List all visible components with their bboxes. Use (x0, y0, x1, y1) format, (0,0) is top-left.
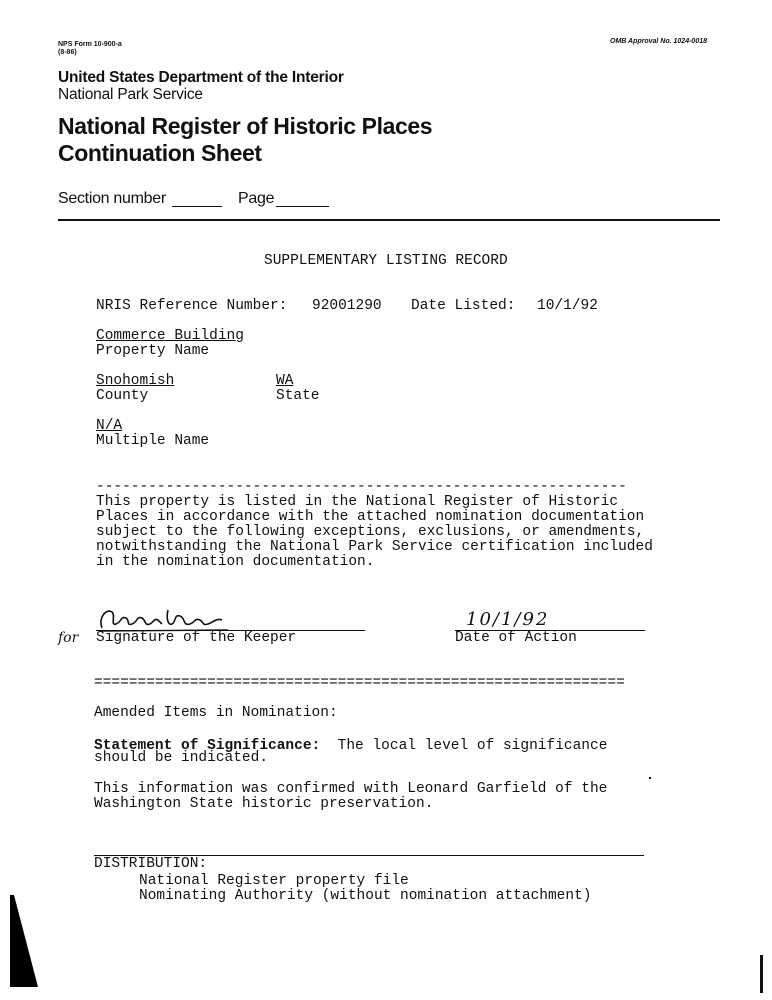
service: National Park Service (58, 86, 203, 103)
omb-approval: OMB Approval No. 1024-0018 (610, 38, 707, 45)
equals-divider: ============================================================= (94, 675, 625, 691)
body-line-4: notwithstanding the National Park Service certification included (96, 539, 653, 555)
title-continuation: Continuation Sheet (58, 140, 262, 166)
multiple-value: N/A (96, 418, 123, 434)
action-date-handwritten: 10/1/92 (466, 609, 550, 630)
scan-speck (649, 777, 651, 779)
action-date-label: Date of Action (455, 630, 577, 646)
section-number-label: Section number (58, 190, 166, 207)
page-blank (276, 206, 329, 207)
significance-line-2: should be indicated. (94, 750, 269, 766)
info-line-1: This information was confirmed with Leonard Garfield of the (94, 781, 608, 797)
distribution-item-1: National Register property file (139, 873, 409, 889)
body-line-1: This property is listed in the National Register of Historic (96, 494, 619, 510)
distribution-item-2: Nominating Authority (without nomination attachment) (139, 888, 592, 904)
body-line-2: Places in accordance with the attached nomination documentation (96, 509, 645, 525)
header-divider (58, 219, 720, 221)
significance-bold: Statement of Significance: (94, 738, 321, 754)
nris-value: 92001290 (312, 298, 382, 314)
distribution-label: DISTRIBUTION: (94, 856, 208, 872)
significance-text: The local level of significance (320, 738, 608, 754)
property-name-label: Property Name (96, 343, 210, 359)
date-listed-label: Date Listed: (411, 298, 516, 314)
multiple-label: Multiple Name (96, 433, 210, 449)
county-label: County (96, 388, 149, 404)
title-register: National Register of Historic Places (58, 113, 433, 139)
info-line-2: Washington State historic preservation. (94, 796, 434, 812)
section-number-blank (172, 206, 222, 207)
state-value: WA (276, 373, 294, 389)
body-line-5: in the nomination documentation. (96, 554, 375, 570)
date-listed-value: 10/1/92 (537, 298, 598, 314)
property-name: Commerce Building (96, 328, 244, 344)
scan-edge-artifact-right (760, 955, 763, 993)
for-mark: for (58, 630, 79, 646)
county-value: Snohomish (96, 373, 175, 389)
record-heading: SUPPLEMENTARY LISTING RECORD (264, 253, 508, 269)
page-label: Page (238, 190, 275, 207)
nris-label: NRIS Reference Number: (96, 298, 288, 314)
form-number: NPS Form 10-900-a (58, 41, 122, 48)
scan-edge-artifact-left (10, 895, 40, 995)
amended-label: Amended Items in Nomination: (94, 705, 338, 721)
state-label: State (276, 388, 320, 404)
form-date: (8-86) (58, 49, 77, 56)
department: United States Department of the Interior (58, 69, 344, 86)
dash-divider: ------------------------------------------------------------- (96, 479, 627, 495)
signature-label: Signature of the Keeper (96, 630, 297, 646)
body-line-3: subject to the following exceptions, exclusions, or amendments, (96, 524, 645, 540)
